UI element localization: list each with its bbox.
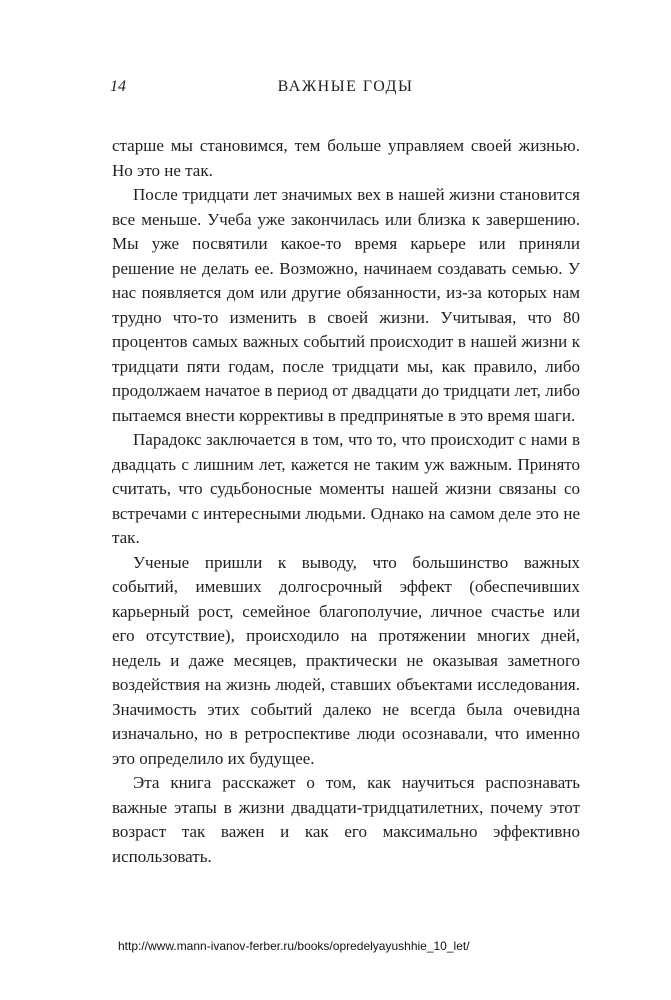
running-head — [110, 78, 581, 102]
paragraph: После тридцати лет значимых вех в нашей жизни становится все меньше. Учеба уже закончилась или близка к завершению. Мы уже посвятили какое-то время карьере или приняли решение не делать ее. Возможно, начинаем создавать семью. У нас появляется дом или другие обязанности, из-за которых нам трудно что-то изменить в своей жизни. Учитывая, что 80 процентов самых важных событий происходит в нашей жизни к тридцати пяти годам, после тридцати мы, как правило, либо продолжаем начатое в период от двадцати до тридцати лет, либо пытаемся внести коррективы в предпринятые в это время шаги. — [112, 185, 580, 425]
footer-url: http://www.mann-ivanov-ferber.ru/books/opredelyayushhie_10_let/ — [118, 939, 470, 953]
page-number: 14 — [110, 78, 126, 95]
running-head-title: ВАЖНЫЕ ГОДЫ — [277, 78, 414, 95]
paragraph: Парадокс заключается в том, что то, что происходит с нами в двадцать с лишним лет, кажется не таким уж важным. Принято считать, что судьбоносные моменты нашей жизни связаны со встречами с интересными людьми. Однако на самом деле это не так. — [112, 430, 580, 547]
main-text — [112, 134, 580, 869]
paragraph: Ученые пришли к выводу, что большинство важных событий, имевших долгосрочный эффект (обеспечивших карьерный рост, семейное благополучие, личное счастье или его отсутствие), происходило на протяжении многих дней, недель и даже месяцев, практически не оказывая заметного воздействия на жизнь людей, ставших объектами исследования. Значимость этих событий далеко не всегда была очевидна изначально, но в ретроспективе люди осознавали, что именно это определило их будущее. — [112, 552, 580, 768]
paragraph-continued: старше мы становимся, тем больше управляем своей жизнью. Но это не так. — [112, 136, 580, 180]
paragraph: Эта книга расскажет о том, как научиться распознавать важные этапы в жизни двадцати-тридцатилетних, почему этот возраст так важен и как его максимально эффективно использовать. — [112, 773, 580, 866]
